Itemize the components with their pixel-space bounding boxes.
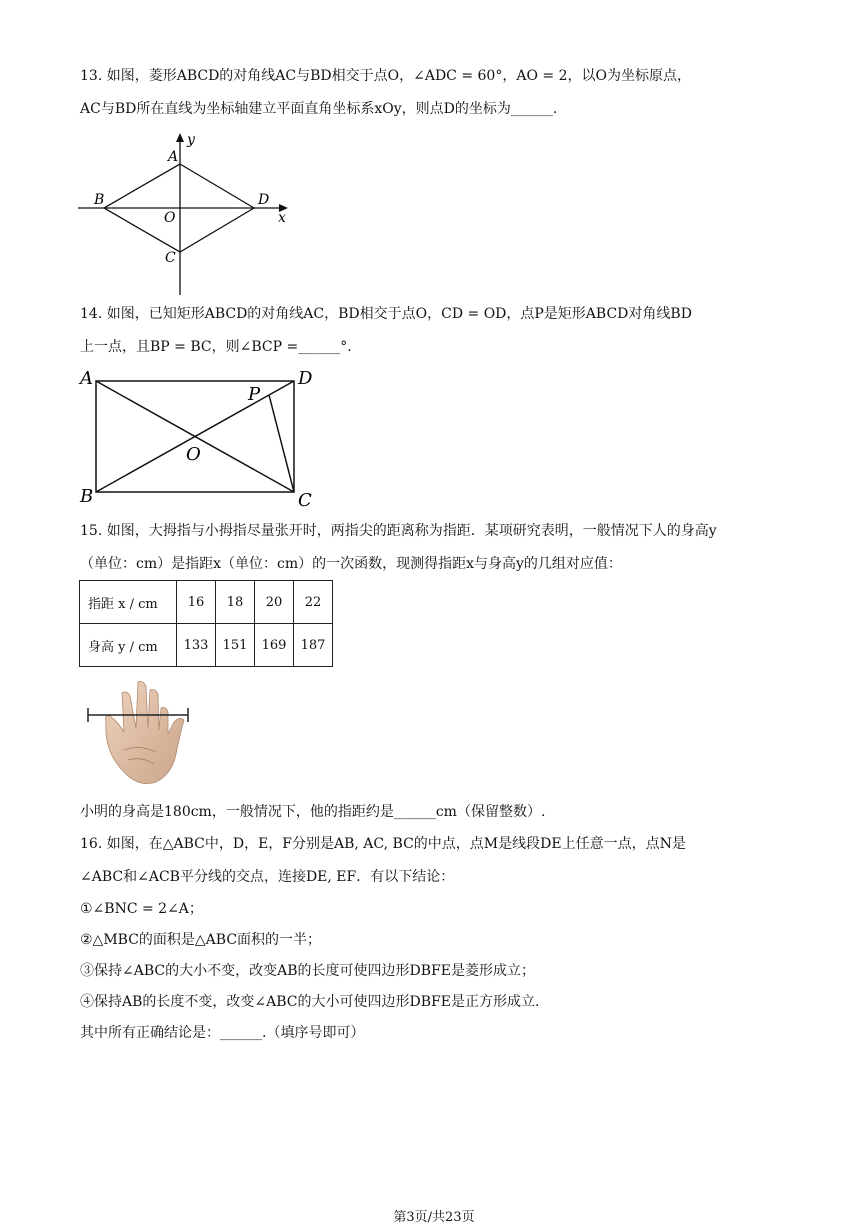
table-cell: 187 bbox=[294, 624, 333, 667]
q13-label-D: D bbox=[258, 192, 270, 208]
q13-label-C: C bbox=[165, 250, 176, 266]
table-header-height-y: 身高 y / cm bbox=[80, 624, 177, 667]
table-cell: 22 bbox=[294, 581, 333, 624]
q13-rhombus-figure bbox=[76, 130, 296, 298]
q13-text-line1: 13. 如图，菱形ABCD的对角线AC与BD相交于点O，∠ADC = 60°，AO = 2，以O为坐标原点， bbox=[80, 68, 691, 84]
q15-text-line2: （单位：cm）是指距x（单位：cm）的一次函数，现测得指距x与身高y的几组对应值： bbox=[80, 556, 622, 572]
q13-label-A: A bbox=[168, 149, 179, 165]
q14-label-A: A bbox=[80, 368, 93, 389]
table-header-span-x: 指距 x / cm bbox=[80, 581, 177, 624]
q16-conclusion-1: ①∠BNC = 2∠A； bbox=[80, 901, 203, 917]
q16-text-line2: ∠ABC和∠ACB平分线的交点，连接DE, EF．有以下结论： bbox=[80, 869, 455, 885]
table-row bbox=[80, 581, 333, 624]
q16-text-line1: 16. 如图，在△ABC中，D，E，F分别是AB, AC, BC的中点，点M是线段DE上任意一点，点N是 bbox=[80, 836, 686, 852]
q13-label-y: y bbox=[187, 132, 195, 148]
table-cell: 133 bbox=[177, 624, 216, 667]
q14-rectangle-figure bbox=[76, 364, 326, 512]
q15-hand-span-image bbox=[84, 672, 194, 792]
q16-answer-line: 其中所有正确结论是：______.（填序号即可） bbox=[80, 1025, 365, 1041]
table-cell: 18 bbox=[216, 581, 255, 624]
q13-label-x: x bbox=[278, 210, 286, 226]
q16-conclusion-4: ④保持AB的长度不变，改变∠ABC的大小可使四边形DBFE是正方形成立. bbox=[80, 994, 540, 1010]
q13-label-O: O bbox=[164, 210, 176, 226]
q13-label-B: B bbox=[94, 192, 105, 208]
page-number-footer: 第3页/共23页 bbox=[393, 1210, 475, 1225]
q14-text-line2: 上一点，且BP = BC，则∠BCP =______°. bbox=[80, 339, 352, 355]
q14-text-line1: 14. 如图，已知矩形ABCD的对角线AC，BD相交于点O，CD = OD，点P是矩形ABCD对角线BD bbox=[80, 306, 692, 322]
q13-text-line2: AC与BD所在直线为坐标轴建立平面直角坐标系xOy，则点D的坐标为______. bbox=[80, 101, 558, 117]
q14-label-D: D bbox=[298, 368, 313, 389]
q14-label-P: P bbox=[248, 384, 261, 405]
q15-data-table bbox=[79, 580, 333, 667]
q14-label-O: O bbox=[186, 444, 201, 465]
table-cell: 20 bbox=[255, 581, 294, 624]
q14-label-C: C bbox=[298, 490, 312, 511]
table-cell: 151 bbox=[216, 624, 255, 667]
q14-label-B: B bbox=[80, 486, 94, 507]
q15-question-line: 小明的身高是180cm，一般情况下，他的指距约是______cm（保留整数）. bbox=[80, 804, 546, 820]
table-cell: 16 bbox=[177, 581, 216, 624]
q15-text-line1: 15. 如图，大拇指与小拇指尽量张开时，两指尖的距离称为指距．某项研究表明，一般情况下人的身高y bbox=[80, 523, 717, 539]
table-row bbox=[80, 624, 333, 667]
table-cell: 169 bbox=[255, 624, 294, 667]
q16-conclusion-3: ③保持∠ABC的大小不变，改变AB的长度可使四边形DBFE是菱形成立； bbox=[80, 963, 535, 979]
q16-conclusion-2: ②△MBC的面积是△ABC面积的一半； bbox=[80, 932, 322, 948]
